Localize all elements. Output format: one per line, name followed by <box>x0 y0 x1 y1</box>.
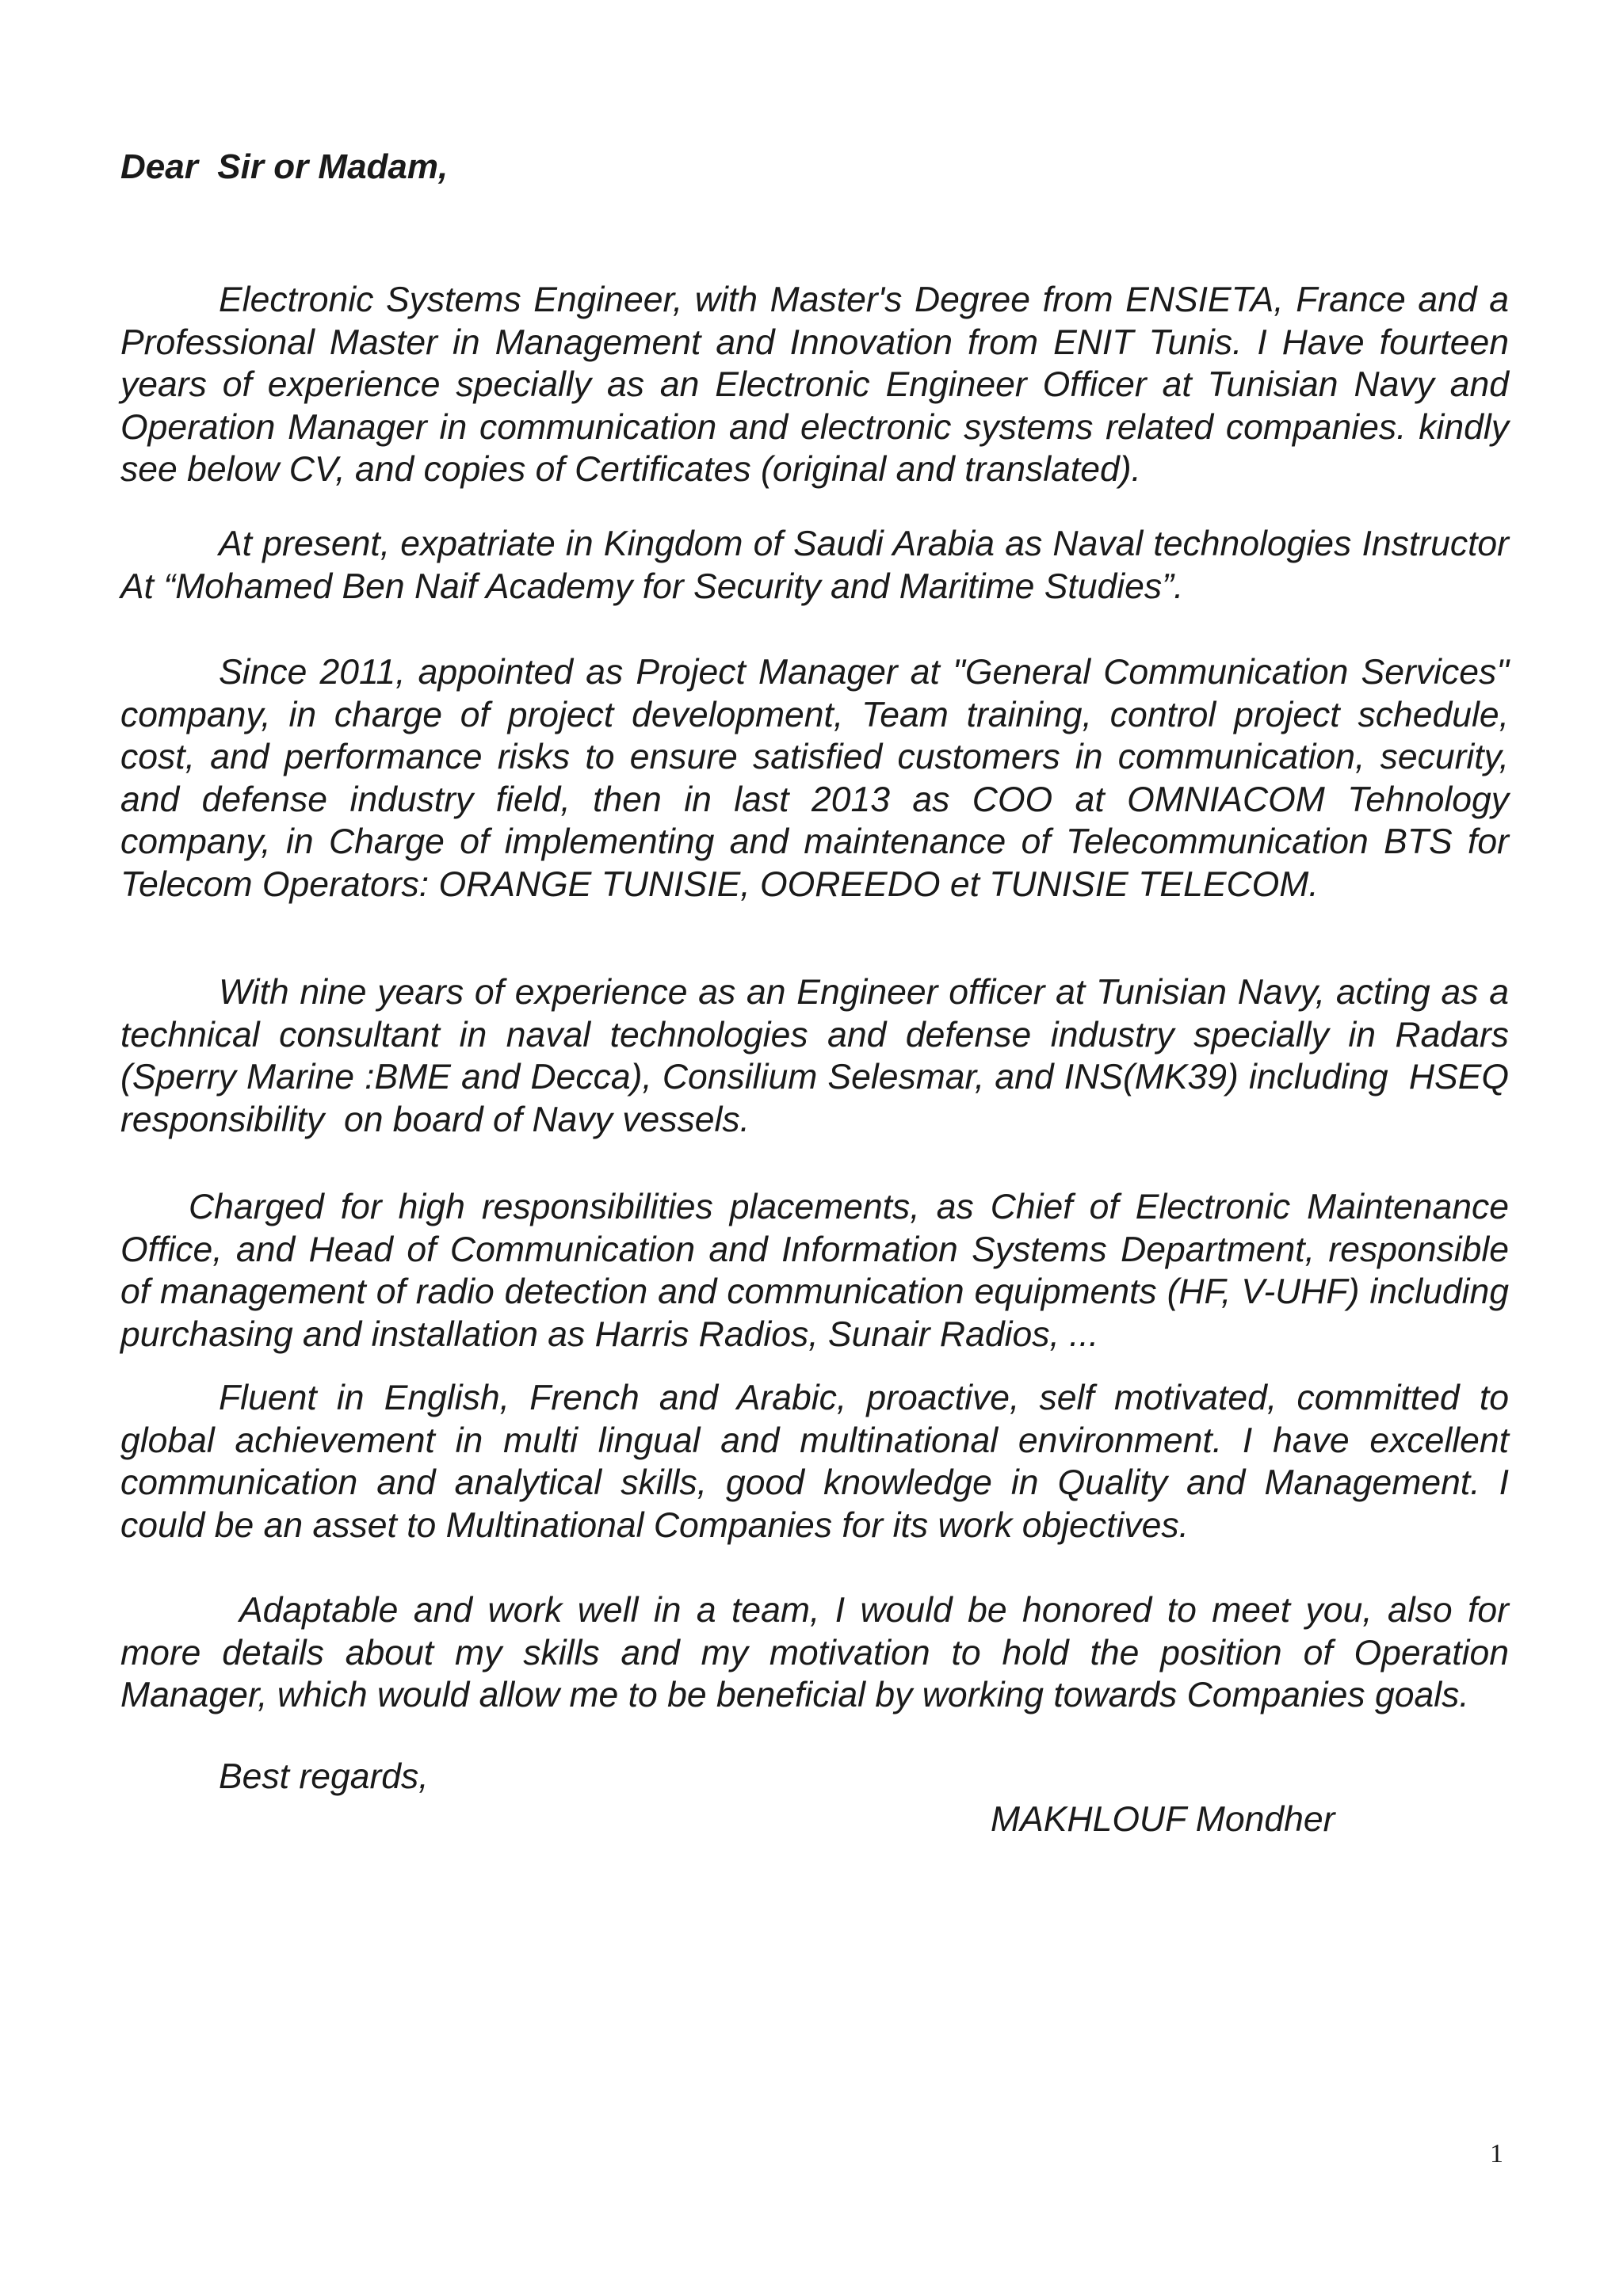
paragraph-present-position: At present, expatriate in Kingdom of Saudi Arabia as Naval technologies Instructor At “Mohamed Ben Naif Academy for Security and Maritime Studies”. <box>120 524 1518 606</box>
paragraph-education: Electronic Systems Engineer, with Master's Degree from ENSIETA, France and a Professional Master in Management and Innovation from ENIT Tunis. I Have fourteen years of experience specially as an Electronic Engineer Officer at Tunisian Navy and Operation Manager in communication and electronic systems related companies. kindly see below CV, and copies of Certificates (original and translated). <box>120 280 1519 489</box>
salutation: Dear Sir or Madam, <box>120 147 449 186</box>
paragraph-responsibilities: Charged for high responsibilities placements, as Chief of Electronic Maintenance Office, and Head of Communication and Information Systems Department, responsible of management of radio detection and communication equipments (HF, V-UHF) including purchasing and installation as Harris Radios, Sunair Radios, ... <box>120 1188 1519 1354</box>
page-number: 1 <box>1490 2139 1503 2168</box>
closing: Best regards, <box>219 1757 429 1796</box>
paragraph-skills: Fluent in English, French and Arabic, proactive, self motivated, committed to global achievement in multi lingual and multinational environment. I have excellent communication and analytical skills, good knowledge in Quality and Management. I could be an asset to Multinational Companies for its work objectives. <box>120 1379 1519 1545</box>
paragraph-navy-experience: With nine years of experience as an Engineer officer at Tunisian Navy, acting as a technical consultant in naval technologies and defense industry specially in Radars (Sperry Marine :BME and Decca), Consilium Selesmar, and INS(MK39) including HSEQ responsibility on board of Navy vessels. <box>120 973 1529 1139</box>
signature-name: MAKHLOUF Mondher <box>991 1800 1335 1839</box>
paragraph-project-manager: Since 2011, appointed as Project Manager at "General Communication Services" company, in charge of project development, Team training, control project schedule, cost, and performance risks to ensure satisfied customers in communication, security, and defense industry field, then in last 2013 as COO at OMNIACOM Tehnology company, in Charge of implementing and maintenance of Telecommunication BTS for Telecom Operators: ORANGE TUNISIE, OOREEDO et TUNISIE TELECOM. <box>120 653 1519 904</box>
paragraph-motivation: Adaptable and work well in a team, I would be honored to meet you, also for more details about my skills and my motivation to hold the position of Operation Manager, which would allow me to be beneficial by working towards Companies goals. <box>120 1591 1519 1714</box>
